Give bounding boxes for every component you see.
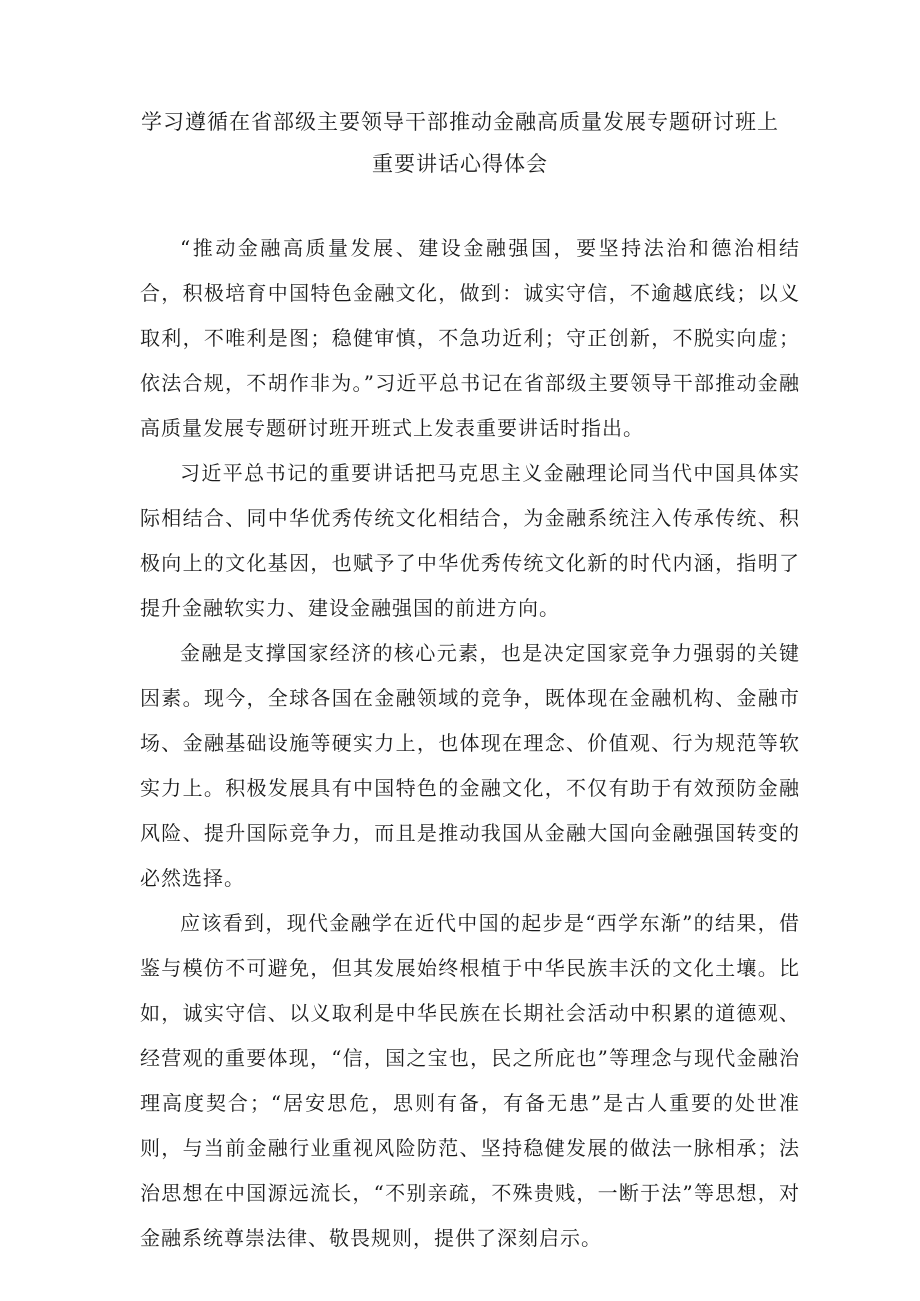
paragraph-1: “推动金融高质量发展、建设金融强国，要坚持法治和德治相结合，积极培育中国特色金融文化，做到：诚实守信，不逾越底线；以义取利，不唯利是图；稳健审慎，不急功近利；守正创新，不脱实向虚；依法合规，不胡作非为。”习近平总书记在省部级主要领导干部推动金融高质量发展专题研讨班开班式上发表重要讲话时指出。	[140, 236, 800, 440]
paragraph-4: 应该看到，现代金融学在近代中国的起步是“西学东渐”的结果，借鉴与模仿不可避免，但其发展始终根植于中华民族丰沃的文化土壤。比如，诚实守信、以义取利是中华民族在长期社会活动中积累的道德观、经营观的重要体现，“信，国之宝也，民之所庇也”等理念与现代金融治理高度契合；“居安思危，思则有备，有备无患”是古人重要的处世准则，与当前金融行业重视风险防范、坚持稳健发展的做法一脉相承；法治思想在中国源远流长，“不别亲疏，不殊贵贱，一断于法”等思想，对金融系统尊崇法律、敬畏规则，提供了深刻启示。	[140, 911, 800, 1250]
document-body	[140, 226, 800, 1261]
paragraph-2: 习近平总书记的重要讲话把马克思主义金融理论同当代中国具体实际相结合、同中华优秀传统文化相结合，为金融系统注入传承传统、积极向上的文化基因，也赋予了中华优秀传统文化新的时代内涵，指明了提升金融软实力、建设金融强国的前进方向。	[140, 461, 800, 620]
paragraph-3: 金融是支撑国家经济的核心元素，也是决定国家竞争力强弱的关键因素。现今，全球各国在金融领域的竞争，既体现在金融机构、金融市场、金融基础设施等硬实力上，也体现在理念、价值观、行为规范等软实力上。积极发展具有中国特色的金融文化，不仅有助于有效预防金融风险、提升国际竞争力，而且是推动我国从金融大国向金融强国转变的必然选择。	[140, 641, 800, 890]
document-title-line2: 重要讲话心得体会	[372, 152, 548, 176]
document-title-line1: 学习遵循在省部级主要领导干部推动金融高质量发展专题研讨班上	[141, 110, 779, 134]
